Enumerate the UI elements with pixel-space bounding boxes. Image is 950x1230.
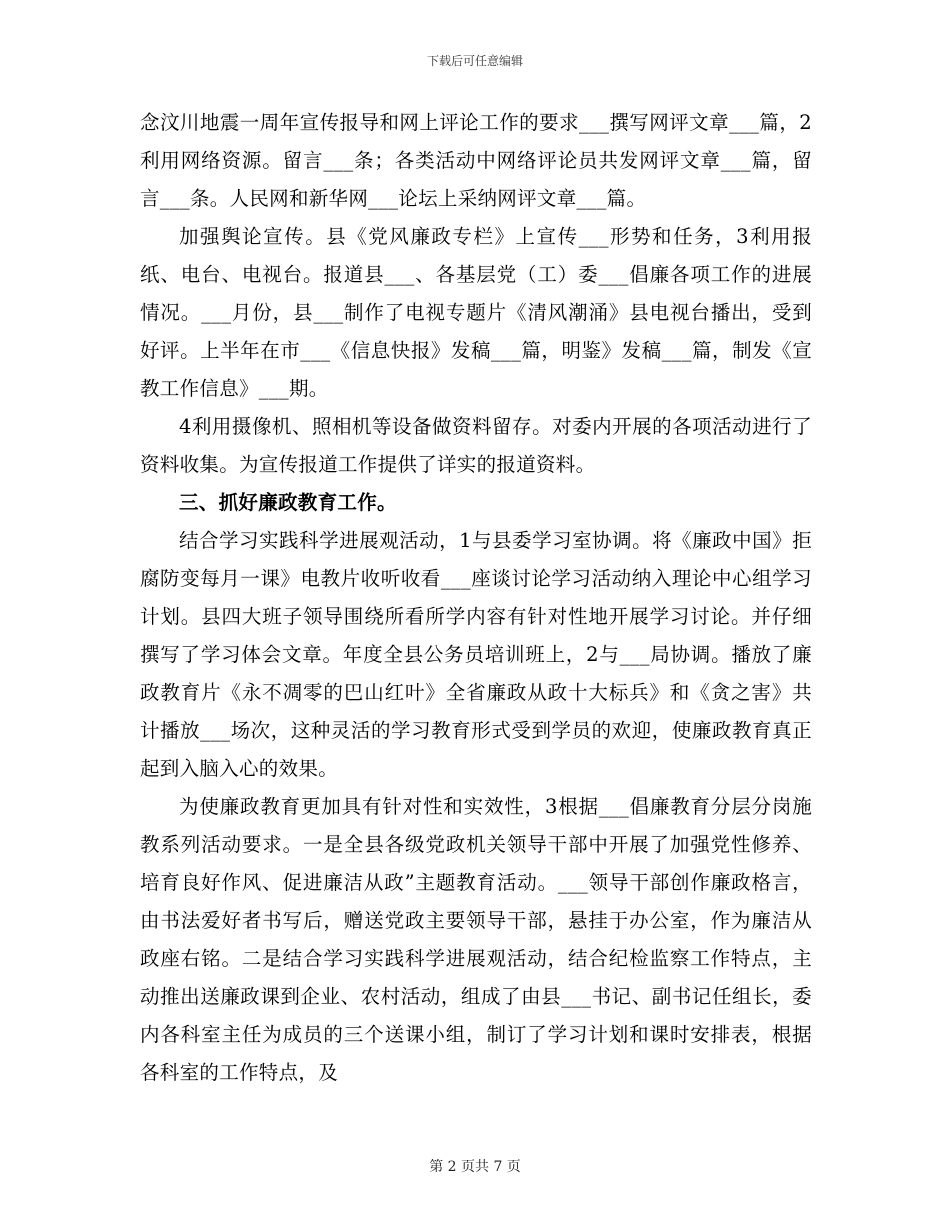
document-body bbox=[140, 104, 812, 1092]
header-note: 下载后可任意编辑 bbox=[426, 54, 523, 68]
paragraph-2: 加强舆论宣传。县《党风廉政专栏》上宣传___形势和任务，3利用报纸、电台、电视台。报道县___、各基层党（工）委___倡廉各项工作的进展情况。___月份，县___制作了电视专题片《清风潮涌》县电视台播出，受到好评。上半年在市___《信息快报》发稿___篇，明鉴》发稿___篇，制发《宣教工作信息》___期。 bbox=[140, 225, 812, 400]
paragraph-5: 为使廉政教育更加具有针对性和实效性，3根据___倡廉教育分层分岗施教系列活动要求。一是全县各级党政机关领导干部中开展了加强党性修养、培育良好作风、促进廉洁从政”主题教育活动。___领导干部创作廉政格言，由书法爱好者书写后，赠送党政主要领导干部，悬挂于办公室，作为廉洁从政座右铭。二是结合学习实践科学进展观活动，结合纪检监察工作特点，主动推出送廉政课到企业、农村活动，组成了由县___书记、副书记任组长，委内各科室主任为成员的三个送课小组，制订了学习计划和课时安排表，根据各科室的工作特点，及 bbox=[140, 795, 812, 1084]
page-number: 第 2 页共 7 页 bbox=[429, 1159, 521, 1175]
paragraph-4: 结合学习实践科学进展观活动，1与县委学习室协调。将《廉政中国》拒腐防变每月一课》电教片收听收看___座谈讨论学习活动纳入理论中心组学习计划。县四大班子领导围绕所看所学内容有针对性地开展学习讨论。并仔细撰写了学习体会文章。年度全县公务员培训班上，2与___局协调。播放了廉政教育片《永不凋零的巴山红叶》全省廉政从政十大标兵》和《贪之害》共计播放___场次，这种灵活的学习教育形式受到学员的欢迎，使廉政教育真正起到入脑入心的效果。 bbox=[140, 529, 812, 780]
paragraph-3: 4利用摄像机、照相机等设备做资料留存。对委内开展的各项活动进行了资料收集。为宣传报道工作提供了详实的报道资料。 bbox=[140, 415, 812, 476]
paragraph-1: 念汶川地震一周年宣传报导和网上评论工作的要求___撰写网评文章___篇，2利用网络资源。留言___条；各类活动中网络评论员共发网评文章___篇，留言___条。人民网和新华网___论坛上采纳网评文章___篇。 bbox=[140, 111, 812, 210]
section-heading: 三、抓好廉政教育工作。 bbox=[179, 491, 397, 514]
